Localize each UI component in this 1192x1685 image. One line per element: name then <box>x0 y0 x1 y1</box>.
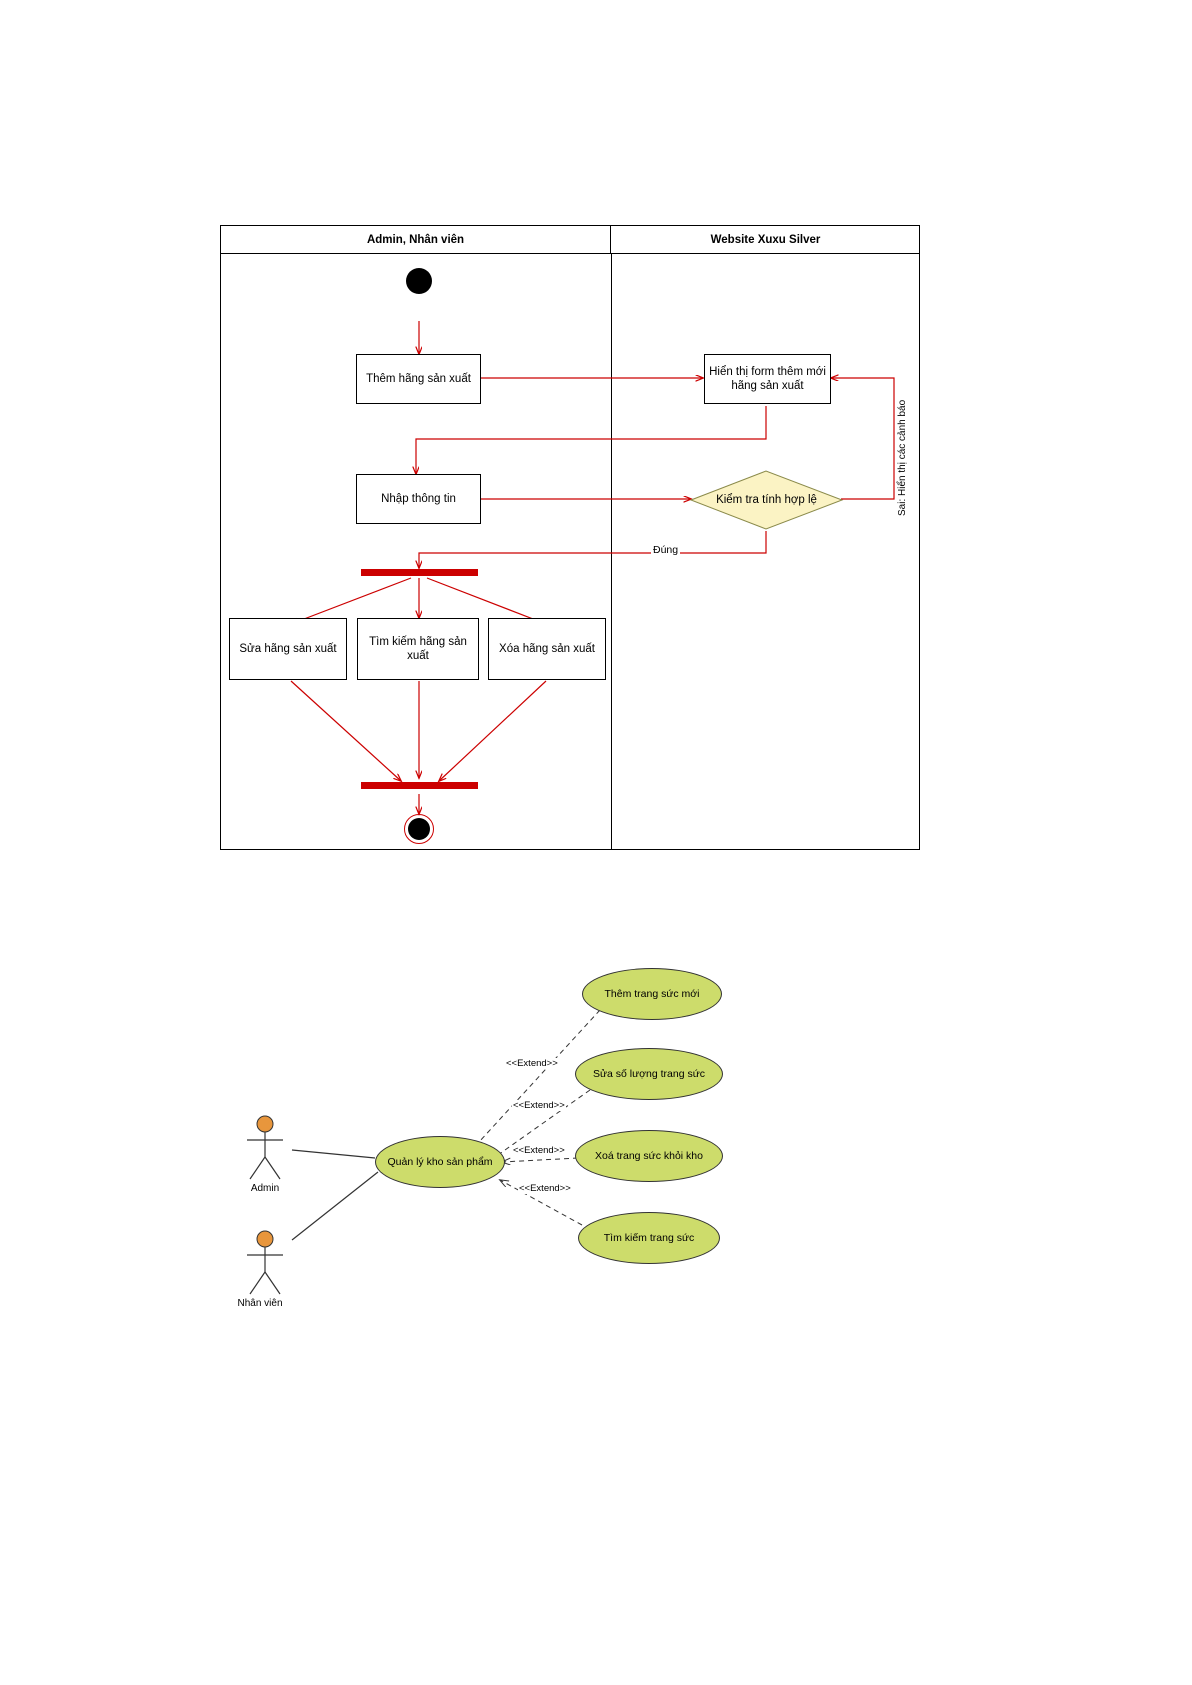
usecase-them-trang-suc-moi: Thêm trang sức mới <box>582 968 722 1020</box>
actor-figure-icon <box>240 1115 300 1185</box>
usecase-tim-kiem-trang-suc: Tìm kiếm trang sức <box>578 1212 720 1264</box>
actor-admin-label: Admin <box>250 1183 280 1194</box>
extend-label-4: <<Extend>> <box>519 1183 571 1194</box>
activity-xoa-hang-san-xuat: Xóa hãng sản xuất <box>488 618 606 680</box>
activity-them-hang-san-xuat: Thêm hãng sản xuất <box>356 354 481 404</box>
swimlane-header-website: Website Xuxu Silver <box>611 226 920 254</box>
actor-nhan-vien-label: Nhân viên <box>237 1298 283 1309</box>
start-node <box>406 268 432 294</box>
activity-nhap-thong-tin: Nhập thông tin <box>356 474 481 524</box>
swimlane-header-admin: Admin, Nhân viên <box>221 226 611 254</box>
activity-hien-thi-form: Hiển thị form thêm mới hãng sản xuất <box>704 354 831 404</box>
usecase-sua-so-luong-trang-suc: Sửa số lượng trang sức <box>575 1048 723 1100</box>
activity-connectors <box>221 226 921 851</box>
fork-bar <box>361 569 478 576</box>
activity-sua-hang-san-xuat: Sửa hãng sản xuất <box>229 618 347 680</box>
extend-label-2: <<Extend>> <box>513 1100 565 1111</box>
usecase-quan-ly-kho-san-pham: Quản lý kho sản phẩm <box>375 1136 505 1188</box>
extend-label-1: <<Extend>> <box>506 1058 558 1069</box>
end-node-fill <box>408 818 430 840</box>
usecase-connectors <box>200 940 960 1320</box>
activity-decision-kiem-tra <box>689 469 844 531</box>
edge-label-dung: Đúng <box>653 544 679 556</box>
extend-label-3: <<Extend>> <box>513 1145 565 1156</box>
join-bar <box>361 782 478 789</box>
activity-diagram <box>220 225 920 850</box>
usecase-xoa-trang-suc-khoi-kho: Xoá trang sức khỏi kho <box>575 1130 723 1182</box>
actor-nhan-vien <box>240 1230 300 1305</box>
end-node <box>404 814 434 844</box>
activity-tim-kiem-hang-san-xuat: Tìm kiếm hãng sản xuất <box>357 618 479 680</box>
actor-admin <box>240 1115 300 1190</box>
actor-figure-icon <box>240 1230 300 1300</box>
edge-label-sai: Sai: Hiển thị các cảnh báo <box>897 399 908 516</box>
usecase-diagram <box>200 940 960 1320</box>
decision-label: Kiểm tra tính hợp lệ <box>716 494 817 506</box>
